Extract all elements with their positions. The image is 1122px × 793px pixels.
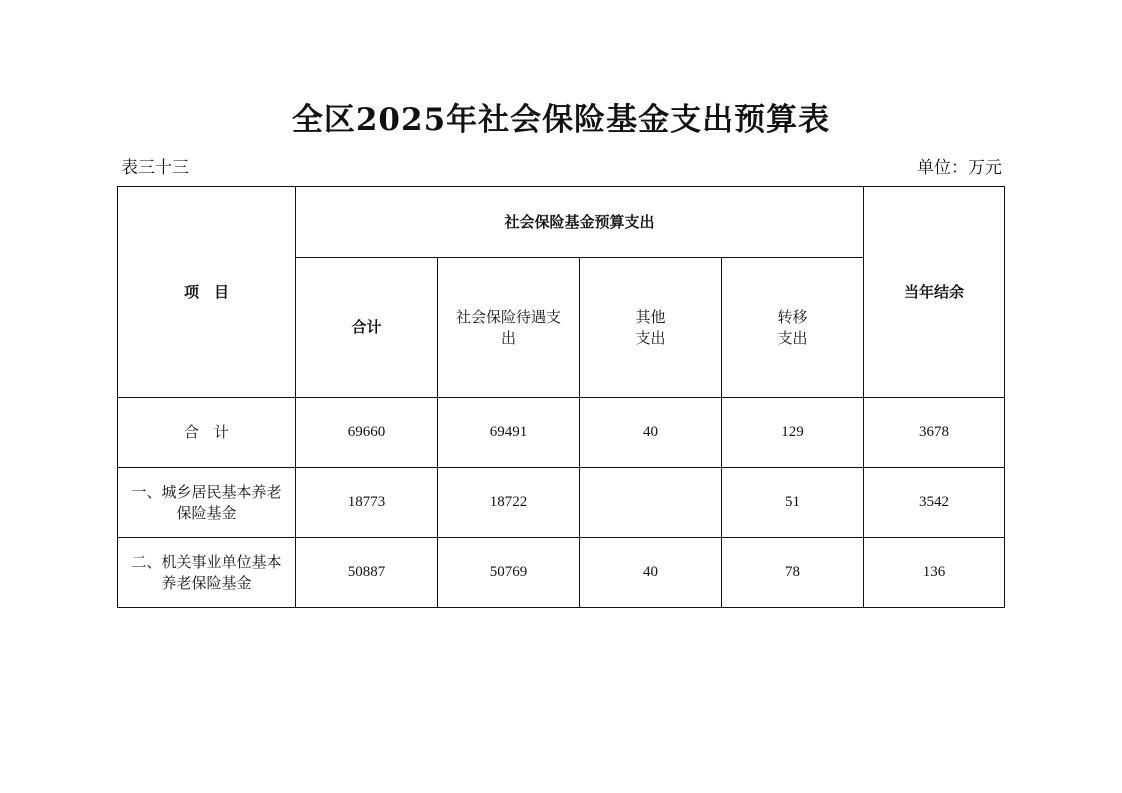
unit-label: 单位：万元 <box>917 158 1002 178</box>
header-total <box>296 258 438 398</box>
row-label-line1: 二、机关事业单位基本 <box>131 552 282 571</box>
cell-other: 40 <box>580 538 722 608</box>
header-transfer-line1: 转移 <box>777 307 808 326</box>
cell-total: 50887 <box>296 538 438 608</box>
header-other <box>580 258 722 398</box>
budget-table <box>117 186 1005 608</box>
row-label-line2: 保险基金 <box>176 503 237 522</box>
row-label-line1: 一、城乡居民基本养老 <box>131 482 282 501</box>
header-balance-label: 当年结余 <box>904 282 965 301</box>
header-benefit <box>438 258 580 398</box>
header-other-line2: 支出 <box>635 328 666 347</box>
header-benefit-line2: 出 <box>500 328 516 347</box>
cell-benefit: 18722 <box>438 468 580 538</box>
row-label <box>118 538 296 608</box>
cell-other: 40 <box>580 398 722 468</box>
cell-benefit: 50769 <box>438 538 580 608</box>
header-item <box>118 187 296 398</box>
header-total-label: 合计 <box>351 318 382 336</box>
header-transfer-line2: 支出 <box>777 328 808 347</box>
row-label <box>118 398 296 468</box>
header-transfer <box>722 258 864 398</box>
header-balance <box>864 187 1005 398</box>
cell-total: 18773 <box>296 468 438 538</box>
header-item-label: 项 目 <box>183 282 229 301</box>
cell-balance: 3678 <box>864 398 1005 468</box>
table-number: 表三十三 <box>121 158 189 178</box>
cell-balance: 3542 <box>864 468 1005 538</box>
row-label-line2: 养老保险基金 <box>161 573 252 592</box>
header-group <box>296 187 864 258</box>
cell-balance: 136 <box>864 538 1005 608</box>
header-group-label: 社会保险基金预算支出 <box>504 212 655 231</box>
row-label <box>118 468 296 538</box>
cell-benefit: 69491 <box>438 398 580 468</box>
cell-other <box>580 468 722 538</box>
cell-transfer: 78 <box>722 538 864 608</box>
table-row <box>118 468 1005 538</box>
cell-transfer: 129 <box>722 398 864 468</box>
page-title: 全区2025年社会保险基金支出预算表 <box>291 102 831 138</box>
row-label-line1: 合 计 <box>183 423 229 441</box>
header-benefit-line1: 社会保险待遇支 <box>455 307 561 326</box>
cell-total: 69660 <box>296 398 438 468</box>
table-row <box>118 398 1005 468</box>
table-row <box>118 538 1005 608</box>
cell-transfer: 51 <box>722 468 864 538</box>
header-other-line1: 其他 <box>635 307 666 326</box>
